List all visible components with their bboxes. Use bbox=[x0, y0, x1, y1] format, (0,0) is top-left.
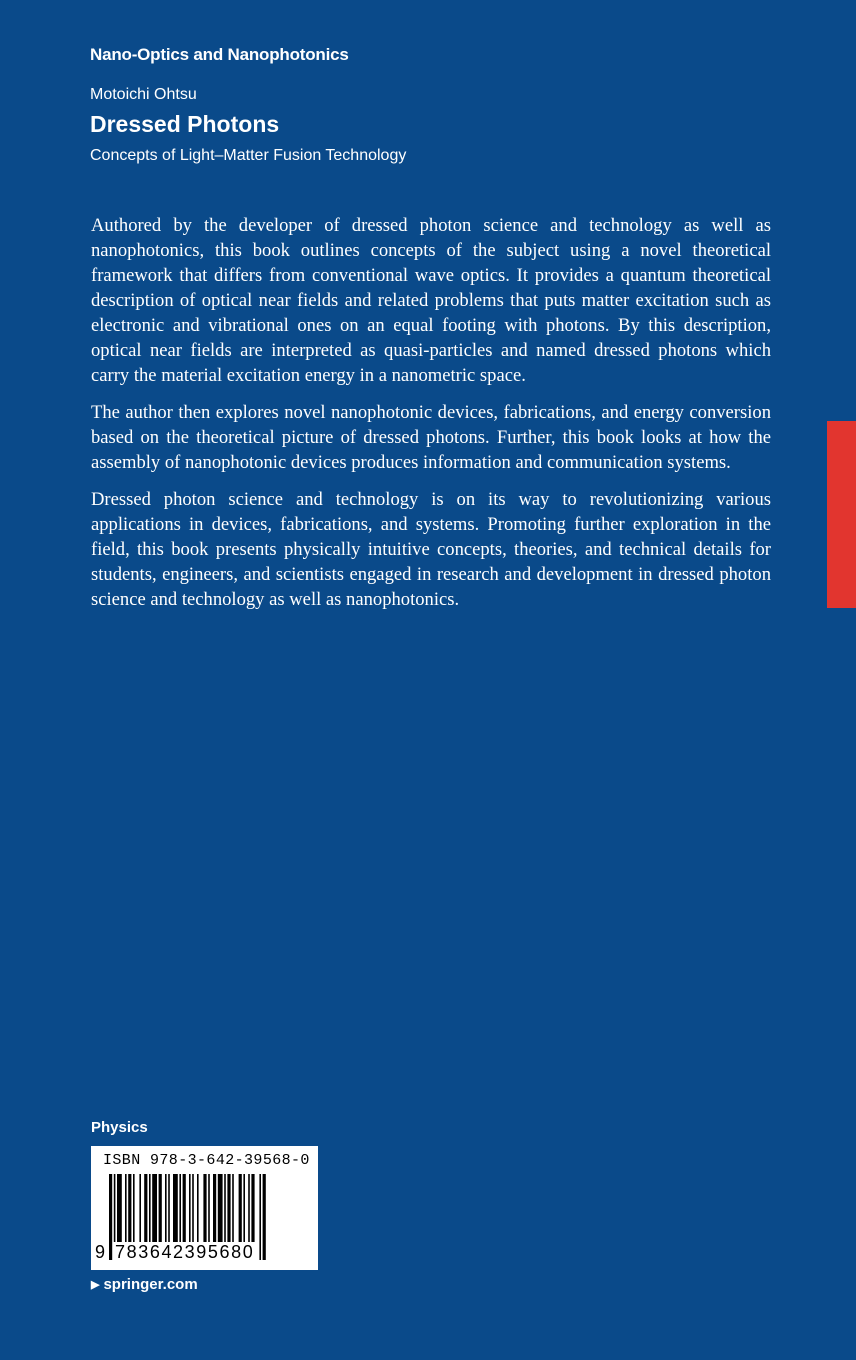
red-edge-tab bbox=[827, 421, 856, 608]
barcode-digits: 783642395680 bbox=[115, 1242, 255, 1262]
barcode-lead-digit: 9 bbox=[95, 1242, 106, 1262]
description-paragraph: Dressed photon science and technology is on its way to revolutionizing various applications in devices, fabrications, and systems. Promoting further exploration in the field, this book presents physically intuitive concepts, theories, and technical details for students, engineers, and scientists engaged in research and development in dressed photon science and technology as well as nanophotonics. bbox=[91, 489, 771, 610]
triangle-right-icon: ▶ bbox=[91, 1279, 100, 1291]
isbn-text: ISBN 978-3-642-39568-0 bbox=[103, 1152, 310, 1169]
description-paragraph: Authored by the developer of dressed photon science and technology as well as nanophotonics, this book outlines concepts of the subject using a novel theoretical framework that differs from conventional wave optics. It provides a quantum theoretical description of optical near fields and related problems that puts matter excitation such as electronic and vibrational ones on an equal footing with photons. By this description, optical near fields are interpreted as quasi-particles and named dressed photons which carry the material excitation energy in a nanometric space. bbox=[91, 215, 771, 386]
description bbox=[91, 213, 771, 624]
book-subtitle: Concepts of Light–Matter Fusion Technology bbox=[90, 147, 407, 164]
series-title: Nano-Optics and Nanophotonics bbox=[90, 45, 349, 64]
barcode-box bbox=[91, 1146, 318, 1270]
website-text: springer.com bbox=[103, 1276, 198, 1293]
author-name: Motoichi Ohtsu bbox=[90, 86, 197, 103]
publisher-website[interactable] bbox=[91, 1276, 198, 1293]
barcode-bar bbox=[259, 1174, 261, 1260]
barcode-bar bbox=[109, 1174, 112, 1260]
book-title: Dressed Photons bbox=[90, 111, 280, 137]
description-paragraph: The author then explores novel nanophotonic devices, fabrications, and energy conversion based on the theoretical picture of dressed photons. Further, this book looks at how the assembly of nanophotonic devices produces information and communication systems. bbox=[91, 402, 771, 473]
barcode-bar bbox=[263, 1174, 266, 1260]
subject-label: Physics bbox=[91, 1119, 148, 1136]
